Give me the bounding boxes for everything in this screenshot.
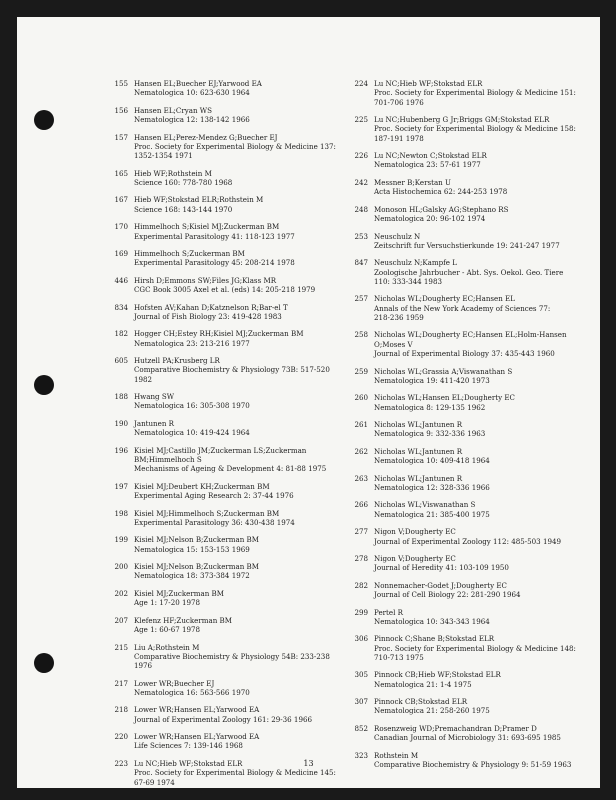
reference-entry [103,79,353,98]
reference-citation: Nematologica 21: 258-260 1975 [374,706,490,716]
reference-entry [103,535,353,554]
reference-citation: Nematologica 12: 328-336 1966 [374,482,490,492]
reference-authors: Kisiel MJ;Deubert KH;Zuckerman BM [134,481,270,491]
reference-citation: 187-191 1978 [374,133,424,143]
reference-number: 306 [354,634,368,644]
page-number: 13 [303,759,314,768]
reference-entry [343,367,593,386]
reference-authors: Hansen EL;Buecher EJ;Yarwood EA [134,79,262,88]
reference-citation: Proc. Society for Experimental Biology & Medicine 145: [134,768,336,778]
reference-entry [103,392,353,411]
reference-authors: Hwang SW [134,392,175,402]
reference-entry [343,393,593,412]
reference-entry [343,258,593,286]
reference-number: 197 [114,481,128,491]
reference-authors: Kisiel MJ;Castillo JM;Zuckerman LS;Zuckerman [134,445,307,455]
binder-hole-top [34,110,54,130]
reference-citation: 1352-1354 1971 [134,151,193,161]
binder-hole-bottom [34,653,54,673]
reference-authors: Hansen EL;Perez-Mendez G;Buecher EJ [134,132,278,142]
document-page [17,17,600,788]
reference-citation: 218-236 1959 [374,312,424,322]
reference-entry [103,732,353,751]
reference-number: 188 [114,392,128,402]
reference-citation: Proc. Society for Experimental Biology & Medicine 158: [374,124,576,134]
reference-number: 165 [114,168,128,178]
reference-citation: Science 168: 143-144 1970 [134,204,233,214]
reference-entry [103,249,353,268]
reference-number: 199 [114,535,128,545]
reference-entry [103,329,353,348]
reference-entry [343,474,593,493]
reference-number: 198 [114,508,128,518]
reference-authors: Lu NC;Hieb WF;Stokstad ELR [374,79,483,88]
reference-citation: Mechanisms of Ageing & Development 4: 81-88 1975 [134,464,327,474]
reference-authors: Hofsten AV;Kahan D;Katznelson R;Bar-el T [134,302,288,312]
reference-authors: Lower WR;Hansen EL;Yarwood EA [134,705,260,715]
reference-number: 207 [114,615,128,625]
left-reference-column [103,79,353,795]
reference-entry [343,670,593,689]
reference-authors: Pertel R [374,607,403,617]
reference-entry [103,509,353,528]
reference-authors: Hirsh D;Emmons SW;Files JG;Klass MR [134,275,277,285]
reference-citation: Nematologica 10: 419-424 1964 [134,428,250,438]
reference-citation: Experimental Parasitology 41: 118-123 1977 [134,231,295,241]
reference-citation: Comparative Biochemistry & Physiology 9: 51-59 1963 [374,760,572,770]
reference-entry [103,643,353,671]
reference-citation: 1982 [134,374,153,384]
reference-number: 225 [354,115,368,125]
reference-authors: Neuschulz N;Kampfe L [374,258,457,268]
reference-authors: Hieb WF;Rothstein M [134,168,212,178]
reference-citation: Life Sciences 7: 139-146 1968 [134,741,243,751]
reference-number: 202 [114,588,128,598]
reference-number: 261 [354,420,368,430]
reference-entry [343,205,593,224]
reference-entry [343,634,593,662]
reference-number: 257 [354,294,368,304]
reference-citation: Nematologica 9: 332-336 1963 [374,429,486,439]
reference-citation: 110: 333-344 1983 [374,276,442,286]
reference-citation: Experimental Parasitology 36: 430-438 1974 [134,517,295,527]
reference-authors: Hansen EL;Cryan WS [134,105,212,115]
reference-citation: Age 1: 17-20 1978 [134,598,201,608]
reference-number: 282 [354,580,368,590]
reference-authors: Nonnemacher-Godet J;Dougherty EC [374,580,507,590]
reference-citation: Experimental Aging Research 2: 37-44 1976 [134,491,294,501]
reference-citation: Acta Histochemica 62: 244-253 1978 [374,187,508,197]
reference-entry [103,616,353,635]
reference-entry [343,294,593,322]
reference-authors: Lu NC;Hubenberg G Jr;Briggs GM;Stokstad ELR [374,115,550,125]
reference-number: 157 [114,132,128,142]
reference-citation: Nematologica 10: 343-343 1964 [374,616,490,626]
reference-authors: Nigon V;Dougherty EC [374,527,456,537]
reference-number: 224 [354,79,368,88]
reference-entry [103,705,353,724]
reference-entry [103,169,353,188]
reference-citation: Science 160: 778-780 1968 [134,177,233,187]
reference-number: 278 [354,553,368,563]
reference-entry [343,79,593,107]
reference-citation: Age 1: 60-67 1978 [134,625,201,635]
reference-number: 605 [114,356,128,366]
reference-authors: Liu A;Rothstein M [134,642,200,652]
reference-citation: Nematologica 23: 213-216 1977 [134,338,250,348]
reference-entry [343,151,593,170]
reference-citation: Journal of Experimental Biology 37: 435-443 1960 [374,349,555,359]
reference-entry [103,195,353,214]
reference-entry [103,106,353,125]
reference-entry [343,115,593,143]
reference-citation: Journal of Experimental Zoology 112: 485-503 1949 [374,536,562,546]
reference-number: 852 [354,723,368,733]
reference-entry [103,222,353,241]
reference-number: 190 [114,418,128,428]
reference-number: 170 [114,222,128,232]
reference-number: 277 [354,527,368,537]
reference-number: 182 [114,329,128,339]
reference-citation: Experimental Parasitology 45: 208-214 1978 [134,258,295,268]
reference-entry [103,679,353,698]
reference-entry [103,589,353,608]
reference-authors: Kisiel MJ;Nelson B;Zuckerman BM [134,562,260,572]
reference-authors: Pinnock C;Shane B;Stokstad ELR [374,634,495,644]
reference-entry [103,276,353,295]
reference-citation: Journal of Experimental Zoology 161: 29-36 1966 [134,714,312,724]
reference-entry [343,697,593,716]
reference-citation: 67-69 1974 [134,777,175,787]
reference-citation: Nematologica 10: 623-630 1964 [134,88,250,98]
reference-entry [103,303,353,322]
reference-citation: 710-713 1975 [374,652,424,662]
reference-citation: Journal of Heredity 41: 103-109 1950 [374,563,509,573]
reference-citation: Zeitschrift fur Versuchstierkunde 19: 241-247 1977 [374,240,560,250]
reference-citation: Nematologica 15: 153-153 1969 [134,544,250,554]
reference-number: 200 [114,562,128,572]
reference-citation: Journal of Fish Biology 23: 419-428 1983 [134,311,282,321]
reference-citation: Nematologica 20: 96-102 1974 [374,214,486,224]
reference-number: 834 [114,302,128,312]
reference-authors: Hieb WF;Stokstad ELR;Rothstein M [134,195,264,205]
reference-number: 223 [114,758,128,768]
reference-citation: Journal of Cell Biology 22: 281-290 1964 [374,590,521,600]
reference-authors: Nicholas WL;Jantunen R [374,473,463,483]
reference-citation: Nematologica 18: 373-384 1972 [134,571,250,581]
reference-entry [103,133,353,161]
reference-entry [343,724,593,743]
reference-number: 248 [354,204,368,214]
reference-authors: Kisiel MJ;Nelson B;Zuckerman BM [134,535,260,545]
reference-citation: Nematologica 21: 1-4 1975 [374,679,472,689]
reference-entry [343,581,593,600]
reference-authors: Messner B;Kerstan U [374,177,451,187]
reference-citation: Comparative Biochemistry & Physiology 54B: 233-238 [134,651,330,661]
reference-authors: Nicholas WL;Jantunen R [374,420,463,430]
reference-citation: Zoologische Jahrbucher - Abt. Sys. Oekol. Geo. Tiere [374,267,564,277]
reference-authors: Nicholas WL;Dougherty EC;Hansen EL [374,294,515,304]
reference-entry [343,232,593,251]
reference-authors: Hutzell PA;Krusberg LR [134,356,220,366]
reference-citation: Proc. Society for Experimental Biology & Medicine 151: [374,88,576,98]
reference-authors: Nicholas WL;Dougherty EC;Hansen EL;Holm-Hansen [374,330,567,340]
reference-number: 262 [354,446,368,456]
reference-entry [343,527,593,546]
reference-authors: Himmelhoch S;Zuckerman BM [134,248,245,258]
reference-authors: Nicholas WL;Grassia A;Viswanathan S [374,366,513,376]
reference-number: 260 [354,393,368,403]
reference-citation: Nematologica 12: 138-142 1966 [134,115,250,125]
reference-citation: Proc. Society for Experimental Biology & Medicine 148: [374,643,576,653]
reference-entry [103,562,353,581]
reference-authors: Kisiel MJ;Himmelhoch S;Zuckerman BM [134,508,280,518]
reference-authors: Rothstein M [374,750,419,760]
reference-authors: Pinnock CB;Hieb WF;Stokstad ELR [374,670,501,680]
reference-number: 307 [354,697,368,707]
reference-authors: Kisiel MJ;Zuckerman BM [134,588,225,598]
reference-number: 226 [354,151,368,161]
reference-number: 156 [114,105,128,115]
reference-entry [343,420,593,439]
reference-authors: Nicholas WL;Viswanathan S [374,500,476,510]
reference-number: 167 [114,195,128,205]
reference-entry [103,482,353,501]
reference-number: 196 [114,445,128,455]
reference-citation: O;Moses V [374,339,413,349]
reference-authors: Klefenz HF;Zuckerman BM [134,615,233,625]
reference-number: 305 [354,670,368,680]
reference-citation: Nematologica 16: 305-308 1970 [134,401,250,411]
reference-number: 446 [114,275,128,285]
right-reference-column [343,79,593,778]
reference-citation: 701-706 1976 [374,97,424,107]
reference-authors: Nigon V;Dougherty EC [374,553,456,563]
reference-citation: CGC Book 3005 Axel et al. (eds) 14: 205-218 1979 [134,285,316,295]
reference-entry [103,446,353,474]
reference-number: 258 [354,330,368,340]
reference-number: 299 [354,607,368,617]
reference-number: 215 [114,642,128,652]
reference-number: 242 [354,177,368,187]
reference-citation: Comparative Biochemistry & Physiology 73B: 517-520 [134,365,330,375]
reference-authors: Himmelhoch S;Kisiel MJ;Zuckerman BM [134,222,280,232]
reference-authors: Lower WR;Hansen EL;Yarwood EA [134,732,260,742]
reference-citation: Nematologica 21: 385-400 1975 [374,509,490,519]
reference-authors: Monoson HL;Galsky AG;Stephano RS [374,204,509,214]
reference-authors: Nicholas WL;Hansen EL;Dougherty EC [374,393,515,403]
reference-entry [343,554,593,573]
reference-number: 259 [354,366,368,376]
reference-citation: Nematologica 19: 411-420 1973 [374,375,490,385]
reference-number: 253 [354,231,368,241]
reference-entry [343,608,593,627]
reference-authors: Neuschulz N [374,231,421,241]
reference-entry [343,500,593,519]
reference-number: 847 [354,258,368,268]
reference-citation: BM;Himmelhoch S [134,455,202,465]
reference-authors: Jantunen R [134,418,174,428]
reference-entry [343,330,593,358]
reference-number: 263 [354,473,368,483]
reference-authors: Lu NC;Hieb WF;Stokstad ELR [134,758,243,768]
reference-authors: Lower WR;Buecher EJ [134,678,215,688]
reference-authors: Rosenzweig WD;Premachandran D;Pramer D [374,723,537,733]
reference-authors: Lu NC;Newton C;Stokstad ELR [374,151,487,161]
reference-authors: Pinnock CB;Stokstad ELR [374,697,468,707]
reference-citation: Canadian Journal of Microbiology 31: 693-695 1985 [374,733,561,743]
reference-entry [343,447,593,466]
binder-hole-middle [34,375,54,395]
reference-citation: Nematologica 10: 409-418 1964 [374,456,490,466]
reference-entry [103,356,353,384]
reference-number: 169 [114,248,128,258]
reference-authors: Nicholas WL;Jantunen R [374,446,463,456]
reference-number: 266 [354,500,368,510]
reference-entry [103,419,353,438]
reference-number: 155 [114,79,128,88]
reference-number: 323 [354,750,368,760]
reference-authors: Hogger CH;Estey RH;Kisiel MJ;Zuckerman BM [134,329,304,339]
reference-citation: Annals of the New York Academy of Sciences 77: [374,303,551,313]
reference-number: 218 [114,705,128,715]
reference-citation: Proc. Society for Experimental Biology & Medicine 137: [134,141,336,151]
reference-number: 220 [114,732,128,742]
reference-entry [343,178,593,197]
reference-citation: Nematologica 23: 57-61 1977 [374,160,481,170]
reference-citation: Nematologica 8: 129-135 1962 [374,402,486,412]
reference-citation: 1976 [134,661,153,671]
reference-citation: Nematologica 16: 563-566 1970 [134,687,250,697]
reference-number: 217 [114,678,128,688]
